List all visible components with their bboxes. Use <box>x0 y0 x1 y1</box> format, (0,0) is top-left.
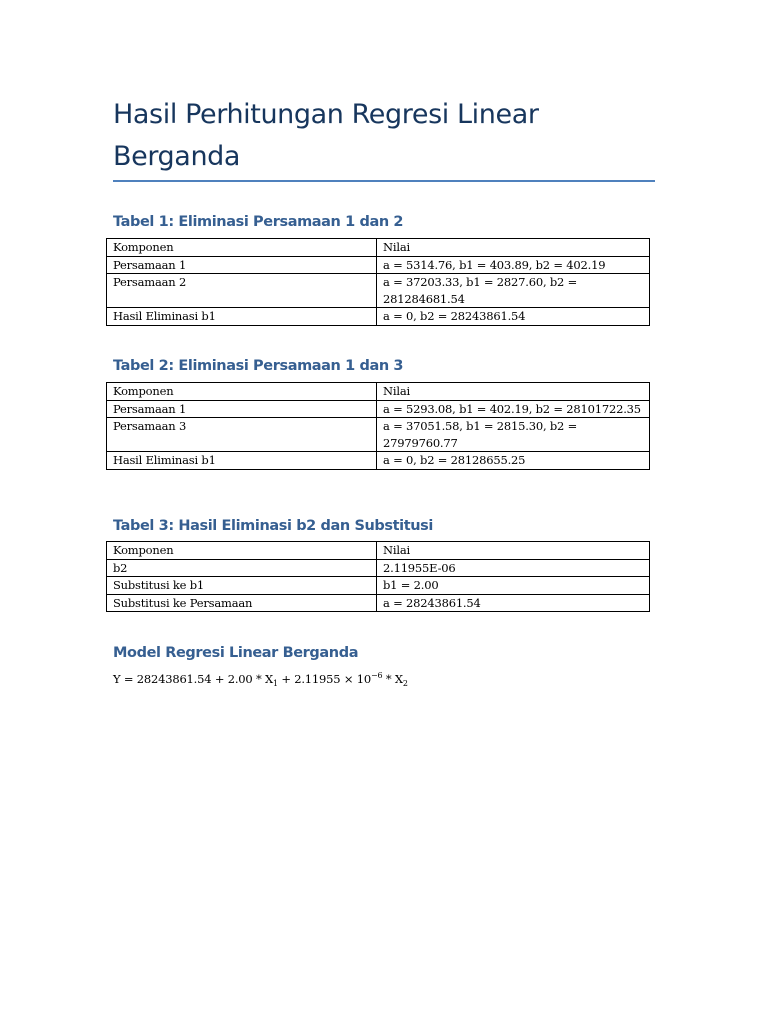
table-cell: Substitusi ke Persamaan <box>107 594 377 612</box>
table-header-row <box>107 239 650 257</box>
table-row <box>107 308 650 326</box>
table-2 <box>106 382 650 470</box>
page-title: Hasil Perhitungan Regresi Linear Berganda <box>113 99 539 172</box>
table-row <box>107 400 650 418</box>
table-cell: a = 37051.58, b1 = 2815.30, b2 = 27979760.77 <box>377 418 650 452</box>
table-cell: 2.11955E-06 <box>377 559 650 577</box>
table-cell: Persamaan 2 <box>107 274 377 308</box>
table-cell: a = 0, b2 = 28243861.54 <box>377 308 650 326</box>
table-row <box>107 418 650 452</box>
table-1 <box>106 238 650 326</box>
title-underline <box>113 180 655 182</box>
table-row <box>107 559 650 577</box>
table-row <box>107 452 650 470</box>
table-row <box>107 577 650 595</box>
regression-formula <box>113 667 408 693</box>
formula-subscript: 1 <box>272 679 278 689</box>
formula-part: * X <box>382 671 403 686</box>
table-cell: b1 = 2.00 <box>377 577 650 595</box>
formula-exponent: −6 <box>370 671 383 680</box>
header-cell-nilai: Nilai <box>377 239 650 257</box>
table-cell: a = 37203.33, b1 = 2827.60, b2 = 281284681.54 <box>377 274 650 308</box>
table-row <box>107 256 650 274</box>
table-cell: a = 0, b2 = 28128655.25 <box>377 452 650 470</box>
formula-part: Y = 28243861.54 + 2.00 * X <box>113 671 273 686</box>
table-cell: Hasil Eliminasi b1 <box>107 452 377 470</box>
table-cell: a = 5314.76, b1 = 403.89, b2 = 402.19 <box>377 256 650 274</box>
table-header-row <box>107 542 650 560</box>
table-cell: Persamaan 3 <box>107 418 377 452</box>
table-cell: Persamaan 1 <box>107 256 377 274</box>
table-3 <box>106 541 650 612</box>
header-cell-nilai: Nilai <box>377 542 650 560</box>
formula-part: + 2.11955 × 10 <box>277 671 371 686</box>
table-3-heading: Tabel 3: Hasil Eliminasi b2 dan Substitusi <box>113 518 433 534</box>
table-row <box>107 274 650 308</box>
table-1-heading: Tabel 1: Eliminasi Persamaan 1 dan 2 <box>113 214 404 230</box>
header-cell-komponen: Komponen <box>107 239 377 257</box>
table-2-heading: Tabel 2: Eliminasi Persamaan 1 dan 3 <box>113 358 404 374</box>
table-row <box>107 594 650 612</box>
table-cell: a = 28243861.54 <box>377 594 650 612</box>
header-cell-nilai: Nilai <box>377 383 650 401</box>
model-heading: Model Regresi Linear Berganda <box>113 645 359 661</box>
header-cell-komponen: Komponen <box>107 542 377 560</box>
table-cell: b2 <box>107 559 377 577</box>
table-cell: a = 5293.08, b1 = 402.19, b2 = 28101722.35 <box>377 400 650 418</box>
table-cell: Substitusi ke b1 <box>107 577 377 595</box>
table-cell: Hasil Eliminasi b1 <box>107 308 377 326</box>
table-header-row <box>107 383 650 401</box>
header-cell-komponen: Komponen <box>107 383 377 401</box>
formula-subscript: 2 <box>402 679 408 689</box>
table-cell: Persamaan 1 <box>107 400 377 418</box>
